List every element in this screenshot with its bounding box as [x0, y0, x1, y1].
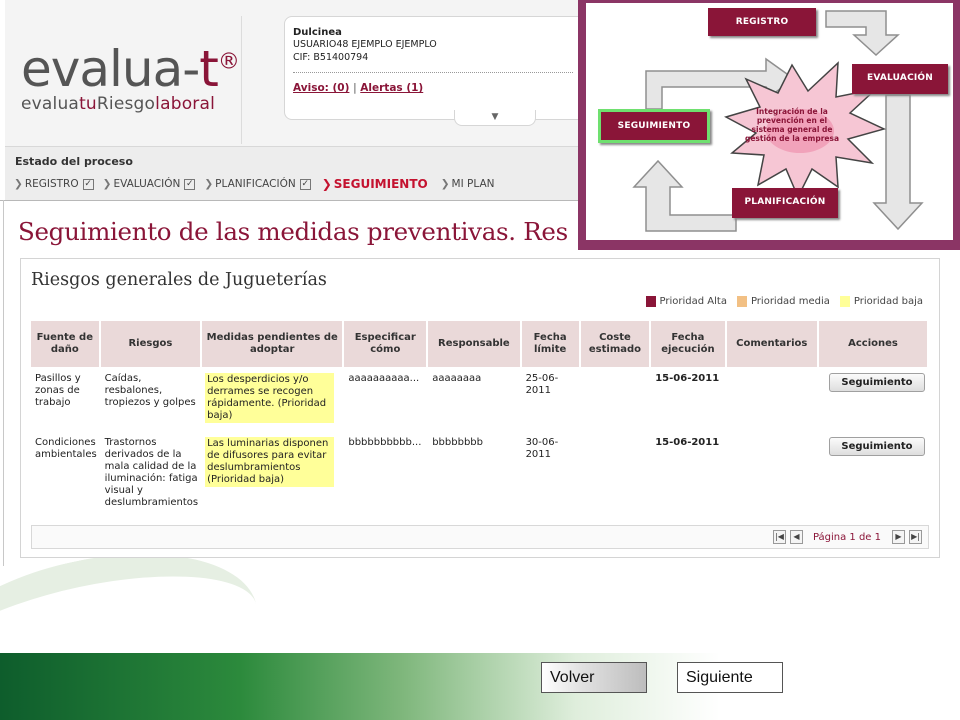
estado-label: Estado del proceso	[15, 155, 133, 168]
col-acciones: Acciones	[819, 321, 929, 367]
logo-tagline	[21, 94, 239, 114]
diagram-planificacion: PLANIFICACIÓN	[732, 188, 838, 218]
cell-medida	[202, 431, 344, 515]
col-responsable: Responsable	[428, 321, 521, 367]
logo-sub-b: tu	[79, 94, 97, 114]
col-medidas: Medidas pendientes de adoptar	[202, 321, 344, 367]
dotted-divider	[293, 72, 573, 73]
logo-registered: ®	[217, 49, 239, 75]
step-label: SEGUIMIENTO	[333, 177, 428, 191]
col-riesgos: Riesgos	[101, 321, 202, 367]
col-fecha-limite: Fecha límite	[522, 321, 581, 367]
user-links	[293, 82, 575, 94]
step-seguimiento[interactable]	[322, 177, 428, 191]
cell-riesgos: Trastornos derivados de la mala calidad de la iluminación: fatiga visual y deslumbramientos	[104, 437, 199, 508]
cell-especificar: aaaaaaaaaa...	[348, 373, 420, 384]
legend-baja	[840, 296, 923, 307]
table-row	[31, 367, 929, 431]
cell-responsable: bbbbbbbb	[432, 437, 483, 448]
cell-fecha-ejecucion: 15-06-2011	[655, 437, 720, 448]
diagram-evaluacion: EVALUACIÓN	[852, 64, 948, 94]
legend-alta	[646, 296, 727, 307]
riesgos-table	[31, 321, 929, 515]
diagram-center-text: Integración de la prevención en el sistema general de gestión de la empresa	[744, 107, 840, 143]
chevron-right-icon: ❯	[440, 178, 450, 190]
user-cif: CIF: B51400794	[293, 52, 369, 63]
pager	[31, 525, 929, 549]
chevron-right-icon: ❯	[204, 178, 214, 190]
header-top	[5, 0, 580, 147]
col-especificar: Especificar cómo	[344, 321, 428, 367]
legend-label: Prioridad baja	[853, 296, 923, 307]
chevron-right-icon: ❯	[14, 178, 23, 190]
pager-controls	[771, 530, 924, 544]
legend-media	[737, 296, 830, 307]
cell-comentarios	[727, 367, 819, 431]
cell-coste	[581, 431, 652, 515]
chevron-right-icon: ❯	[321, 177, 332, 191]
arrow-icon	[826, 11, 898, 55]
logo-t: t	[199, 40, 218, 98]
cell-comentarios	[727, 431, 819, 515]
arrow-icon	[874, 95, 922, 229]
evalua-t-logo	[21, 40, 239, 114]
table-header-row	[31, 321, 929, 367]
cell-riesgos: Caídas, resbalones, tropiezos y golpes	[104, 373, 196, 408]
seguimiento-button[interactable]: Seguimiento	[829, 373, 925, 392]
process-diagram	[578, 0, 960, 250]
process-steps	[14, 177, 504, 191]
logo-sub-c: Riesgo	[96, 94, 156, 114]
step-registro[interactable]	[14, 178, 94, 190]
arrow-icon	[634, 161, 736, 231]
cell-coste	[581, 367, 652, 431]
cell-especificar: bbbbbbbbbb...	[348, 437, 422, 448]
prev-page-icon[interactable]: ◀	[790, 530, 803, 544]
logo-divider	[241, 16, 242, 144]
user-name: Dulcinea	[293, 27, 342, 38]
header-divider	[0, 200, 580, 201]
cell-medida	[202, 367, 344, 431]
next-page-icon[interactable]: ▶	[892, 530, 905, 544]
page-title: Seguimiento de las medidas preventivas. Res	[18, 217, 568, 246]
cell-acciones	[819, 367, 929, 431]
cell-fecha-ejecucion: 15-06-2011	[655, 373, 720, 384]
expand-card-toggle[interactable]	[454, 110, 536, 126]
legend-swatch-alta	[646, 296, 656, 307]
check-icon: ✓	[301, 178, 309, 189]
legend-label: Prioridad Alta	[659, 296, 727, 307]
check-icon: ✓	[186, 178, 194, 189]
col-comentarios: Comentarios	[727, 321, 819, 367]
logo-sub-d: laboral	[155, 94, 216, 114]
logo-main-text	[21, 40, 239, 98]
cell-fecha-limite: 25-06-2011	[525, 373, 559, 396]
user-usuario: USUARIO48 EJEMPLO EJEMPLO	[293, 39, 437, 50]
last-page-icon[interactable]: ▶|	[909, 530, 922, 544]
app-header	[5, 0, 580, 200]
user-info-card	[284, 16, 584, 120]
pager-text: Página 1 de 1	[812, 531, 881, 543]
siguiente-button[interactable]: Siguiente	[677, 662, 783, 693]
diagram-canvas	[586, 3, 953, 240]
col-fecha-ejecucion: Fecha ejecución	[651, 321, 726, 367]
volver-button[interactable]: Volver	[541, 662, 647, 693]
chevron-down-icon: ▼	[491, 112, 499, 122]
links-separator: |	[353, 82, 357, 94]
step-mi-plan[interactable]	[441, 178, 495, 190]
medida-highlight: Los desperdicios y/o derrames se recogen rápidamente. (Prioridad baja)	[205, 373, 334, 423]
riesgos-panel	[20, 258, 940, 558]
cell-acciones	[819, 431, 929, 515]
col-coste: Coste estimado	[581, 321, 652, 367]
alertas-link[interactable]: Alertas (1)	[360, 82, 424, 94]
logo-sub-a: evalua	[21, 94, 80, 114]
step-evaluacion[interactable]	[103, 178, 196, 190]
diagram-seguimiento: SEGUIMIENTO	[598, 109, 710, 143]
legend-label: Prioridad media	[750, 296, 830, 307]
aviso-link[interactable]: Aviso: (0)	[293, 82, 350, 94]
footer-band	[0, 653, 960, 720]
panel-title: Riesgos generales de Jugueterías	[31, 270, 327, 290]
step-label: MI PLAN	[451, 178, 495, 190]
legend-swatch-baja	[840, 296, 850, 307]
cell-fecha-limite: 30-06-2011	[525, 437, 559, 460]
step-label: EVALUACIÓN	[113, 178, 181, 190]
step-label: REGISTRO	[24, 178, 79, 190]
chevron-right-icon: ❯	[102, 178, 112, 190]
content-left-border	[3, 200, 4, 566]
medida-highlight: Las luminarias disponen de difusores para evitar deslumbramientos (Prioridad baja)	[205, 437, 334, 487]
cell-responsable: aaaaaaaa	[432, 373, 482, 384]
cell-fuente: Pasillos y zonas de trabajo	[35, 373, 81, 408]
logo-prefix: evalua-	[21, 40, 200, 98]
col-fuente: Fuente de daño	[31, 321, 101, 367]
check-icon: ✓	[84, 178, 92, 189]
step-label: PLANIFICACIÓN	[215, 178, 296, 190]
first-page-icon[interactable]: |◀	[773, 530, 786, 544]
legend-swatch-media	[737, 296, 747, 307]
cell-fuente: Condiciones ambientales	[35, 437, 97, 460]
priority-legend	[636, 296, 923, 307]
step-planificacion[interactable]	[204, 178, 310, 190]
table-row	[31, 431, 929, 515]
diagram-registro: REGISTRO	[708, 8, 816, 36]
seguimiento-button[interactable]: Seguimiento	[829, 437, 925, 456]
